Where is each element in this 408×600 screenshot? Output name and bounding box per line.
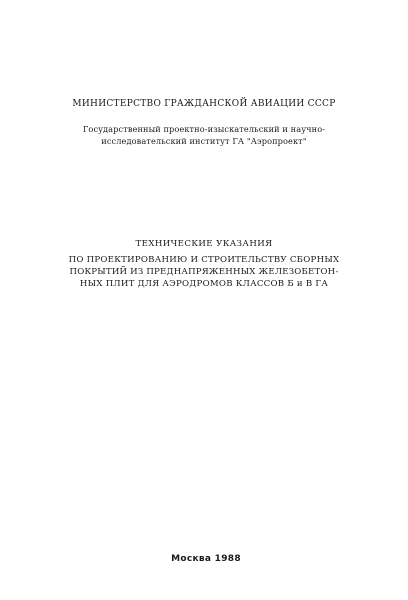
document-subtitle-line-1: ПО ПРОЕКТИРОВАНИЮ И СТРОИТЕЛЬСТВУ СБОРНЫХ [68,255,340,265]
document-subtitle-line-3: НЫХ ПЛИТ ДЛЯ АЭРОДРОМОВ КЛАССОВ Б и В ГА [79,279,329,289]
ministry-heading: МИНИСТЕРСТВО ГРАЖДАНСКОЙ АВИАЦИИ СССР [72,99,336,109]
institute-line-1: Государственный проектно-изыскательский и научно- [82,124,326,134]
institute-line-2: исследовательский институт ГА "Аэропроект" [101,136,307,146]
document-subtitle-line-2: ПОКРЫТИЙ ИЗ ПРЕДНАПРЯЖЕННЫХ ЖЕЛЕЗОБЕТОН- [69,267,339,277]
place-and-year: Москва 1988 [171,554,241,564]
document-title: ТЕХНИЧЕСКИЕ УКАЗАНИЯ [135,239,273,249]
